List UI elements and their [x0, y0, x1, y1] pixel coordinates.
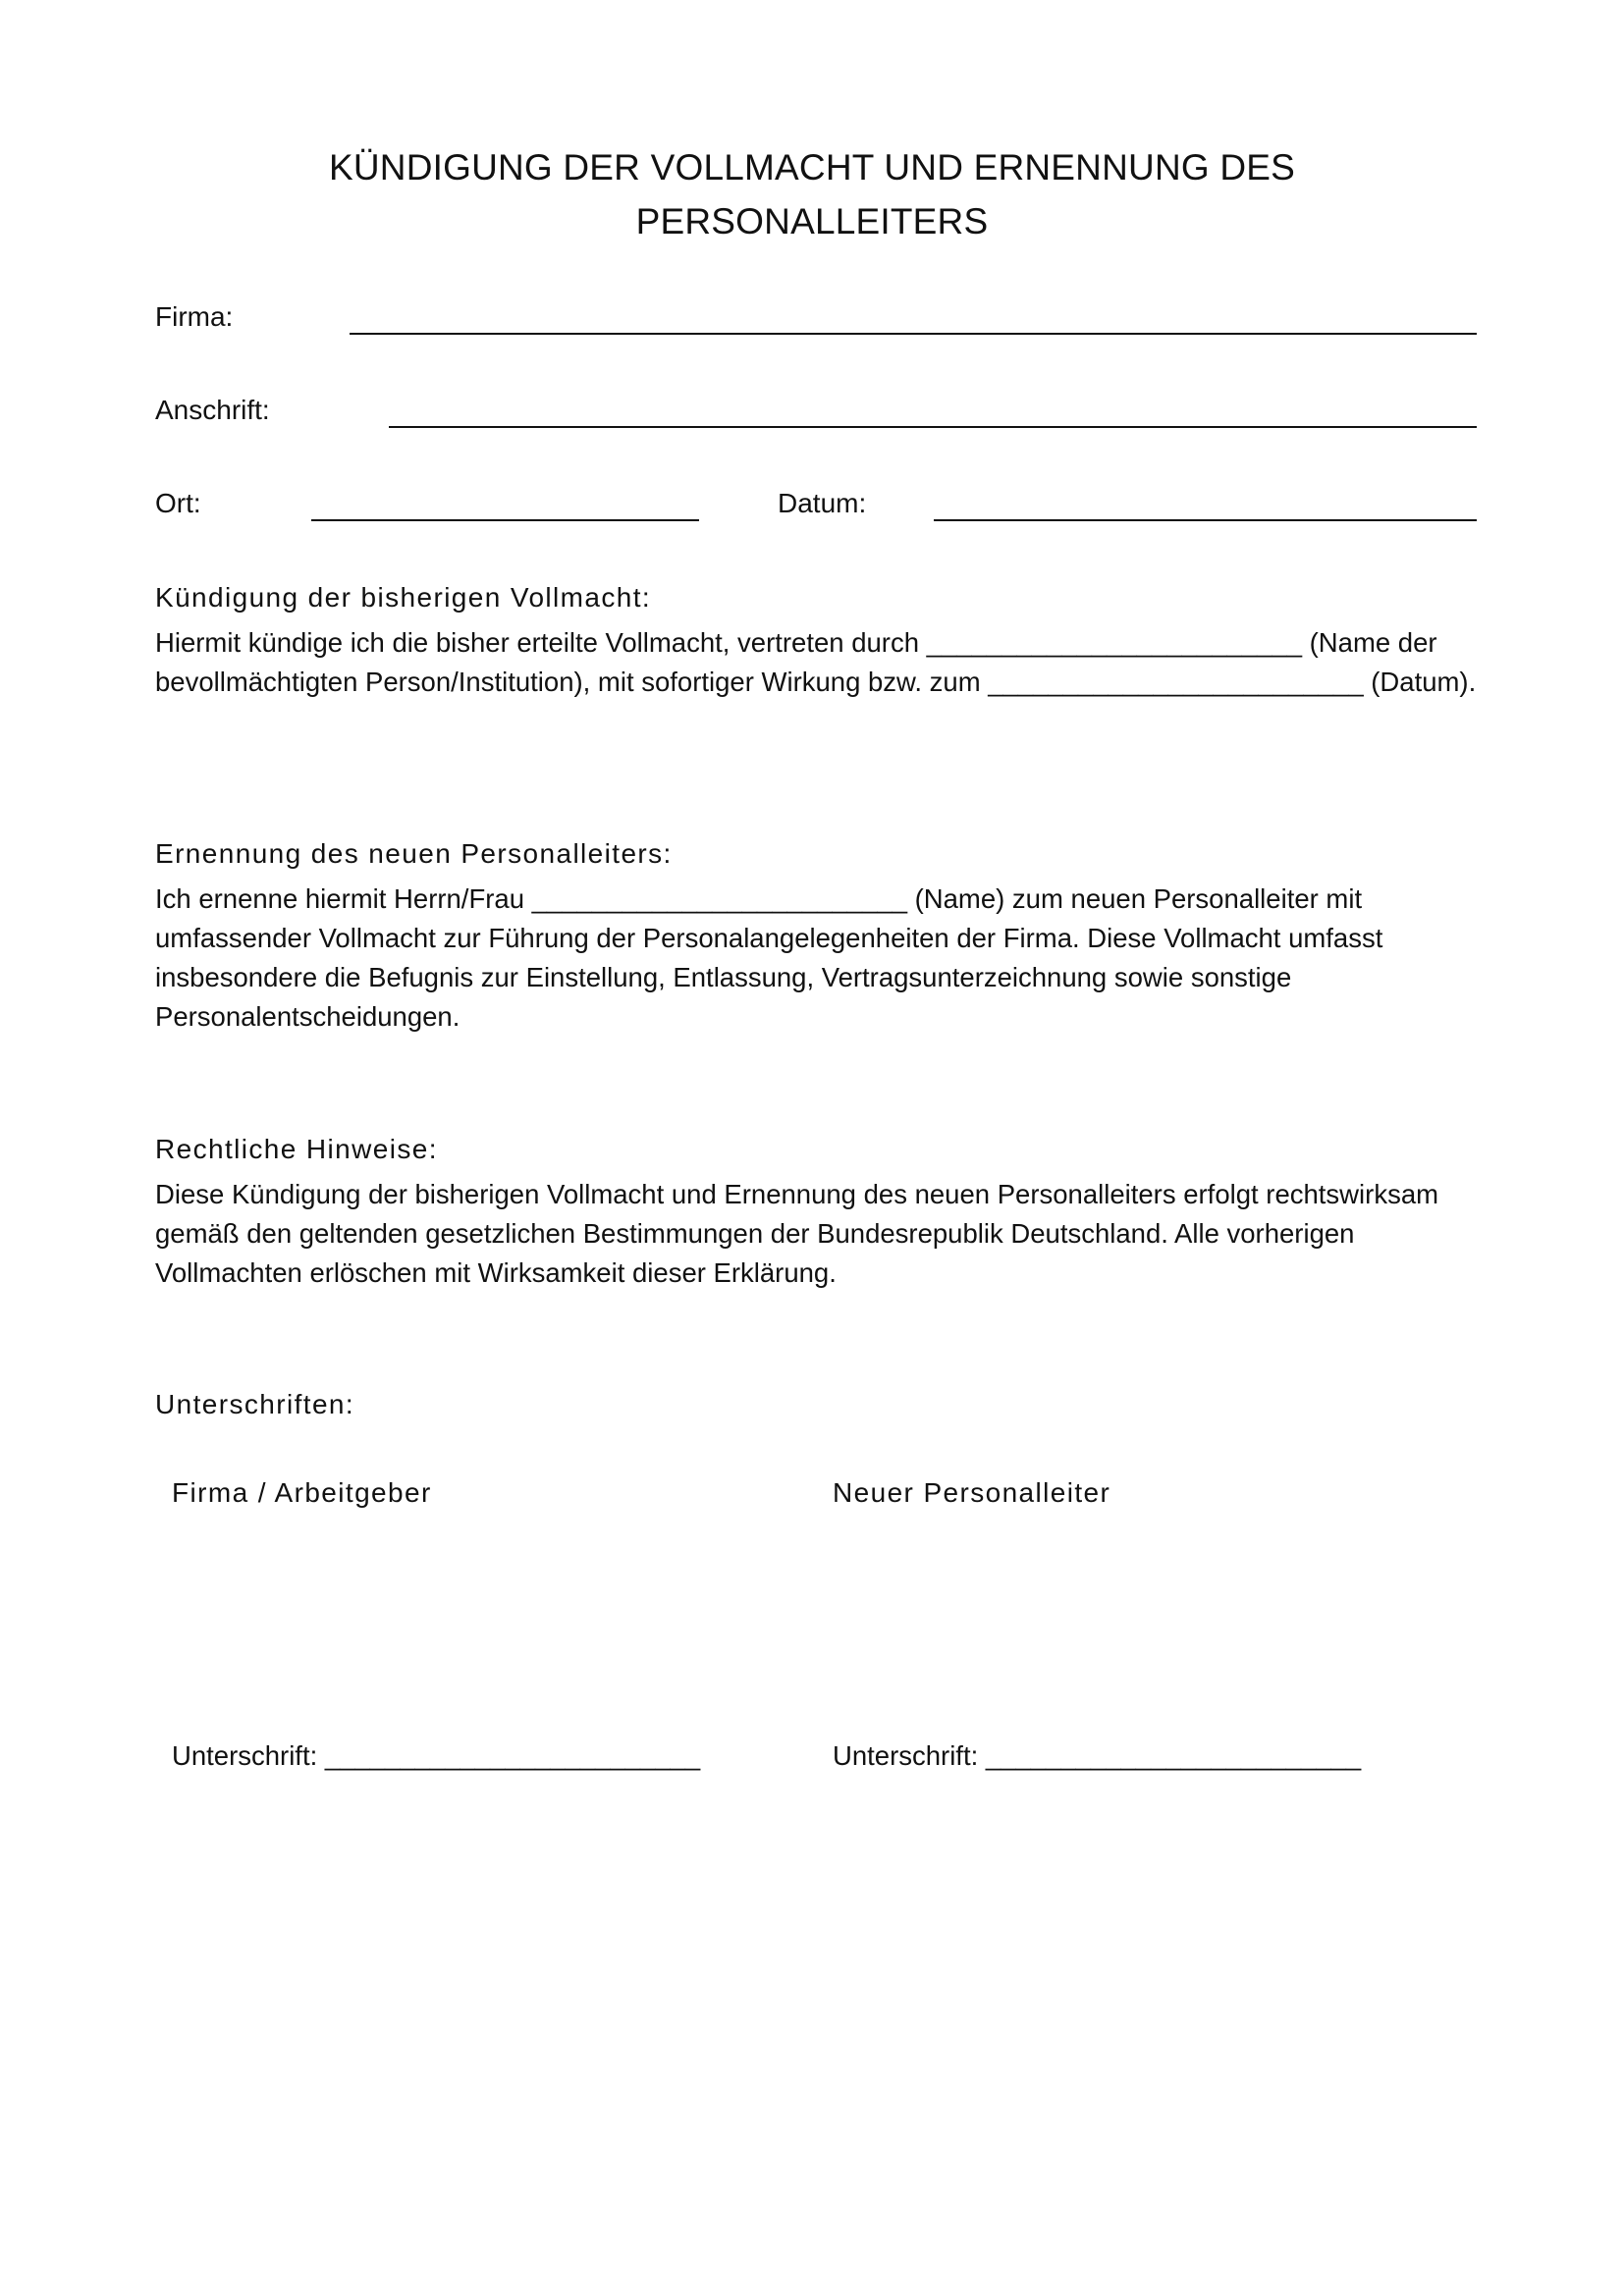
ernennung-text: Ich ernenne hiermit Herrn/Frau _________________________ (Name) zum neuen Personalleiter mit umfassender Vollmacht zur Führung der Personalangelegenheiten der Firma. Diese Vollmacht umfasst insbesondere die Befugnis zur Einstellung, Entlassung, Vertragsunterzeichnung sowie sonstige Personalentscheidungen.	[155, 883, 1383, 1032]
firma-label: Firma:	[155, 301, 234, 332]
ort-label: Ort:	[155, 488, 201, 518]
ernennung-heading: Ernennung des neuen Personalleiters:	[155, 838, 673, 869]
kuendigung-text: Hiermit kündige ich die bisher erteilte Vollmacht, vertreten durch _________________________ (Name der bevollmächtigten Person/Institution), mit sofortiger Wirkung bzw. zum _________________________ (Datum).	[155, 627, 1477, 697]
firma-input-line[interactable]	[350, 333, 1477, 335]
hinweise-heading: Rechtliche Hinweise:	[155, 1134, 438, 1164]
signatures-heading: Unterschriften:	[155, 1389, 355, 1419]
signature-left-line[interactable]: Unterschrift: _________________________	[172, 1740, 701, 1771]
document-title: KÜNDIGUNG DER VOLLMACHT UND ERNENNUNG DES PERSONALLEITERS	[328, 146, 1296, 241]
anschrift-input-line[interactable]	[389, 426, 1477, 428]
signature-right-line[interactable]: Unterschrift: _________________________	[833, 1740, 1362, 1771]
datum-label: Datum:	[778, 488, 867, 518]
signature-right-label: Neuer Personalleiter	[833, 1477, 1111, 1508]
anschrift-label: Anschrift:	[155, 395, 270, 425]
datum-input-line[interactable]	[934, 519, 1477, 521]
kuendigung-heading: Kündigung der bisherigen Vollmacht:	[155, 582, 652, 613]
signature-left-label: Firma / Arbeitgeber	[172, 1477, 432, 1508]
hinweise-text: Diese Kündigung der bisherigen Vollmacht und Ernennung des neuen Personalleiters erfolgt rechtswirksam gemäß den geltenden gesetzlichen Bestimmungen der Bundesrepublik Deutschland. Alle vorherigen Vollmachten erlöschen mit Wirksamkeit dieser Erklärung.	[155, 1179, 1439, 1288]
ort-input-line[interactable]	[311, 519, 699, 521]
